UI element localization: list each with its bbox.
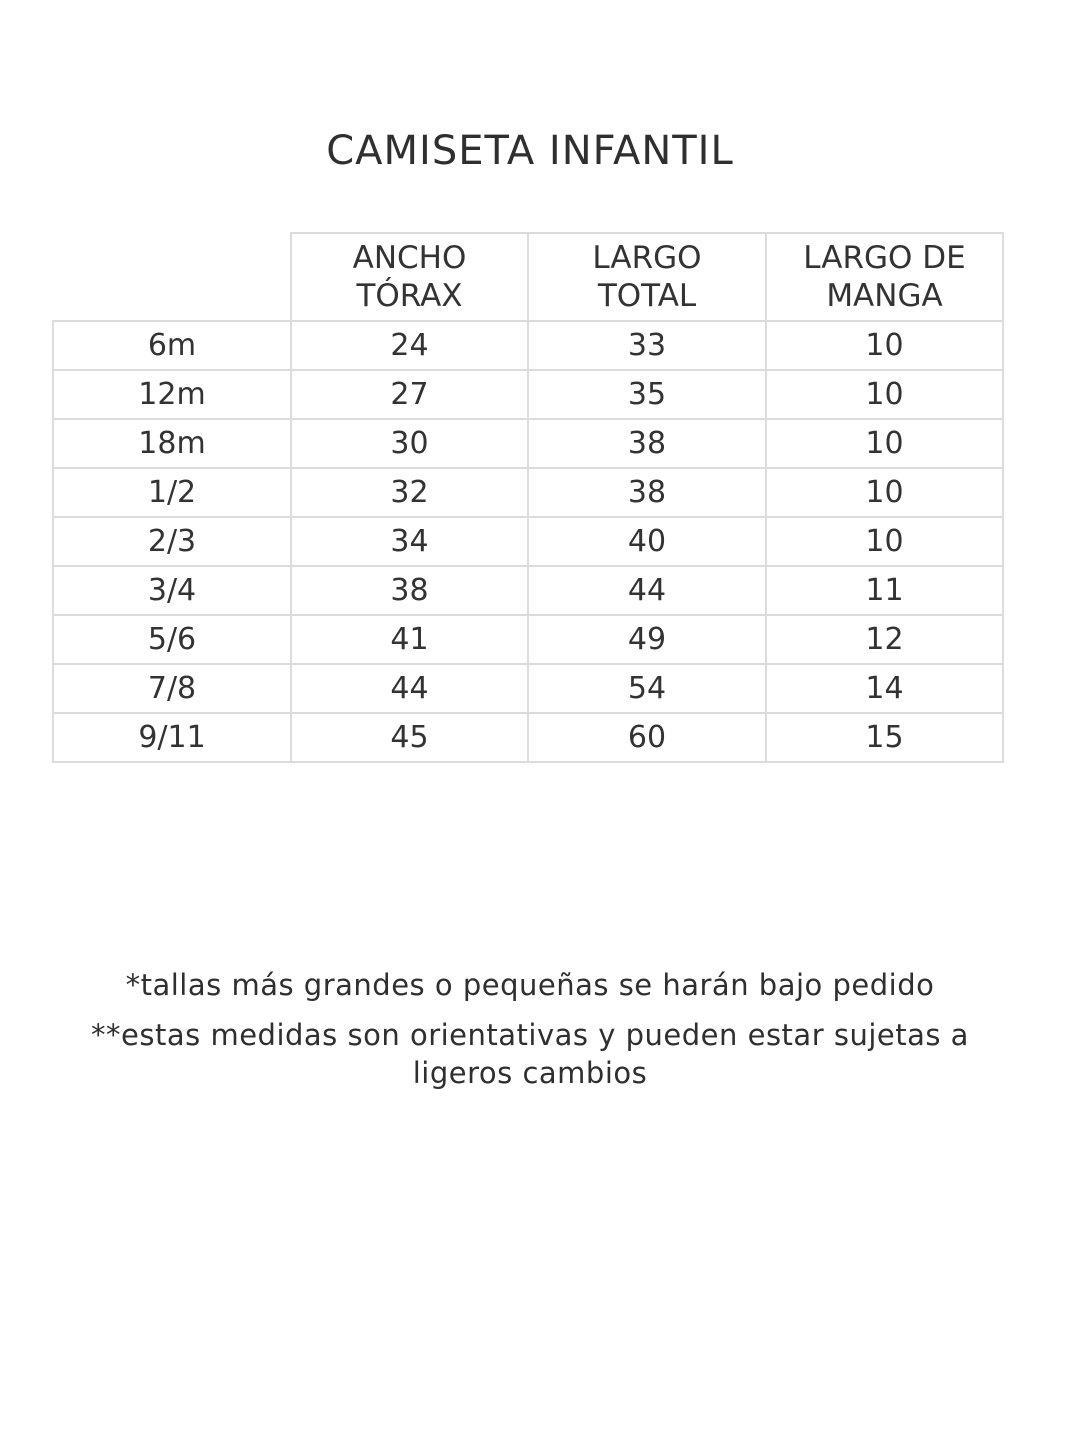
largo-total-cell: 35	[528, 370, 766, 419]
largo-total-cell: 44	[528, 566, 766, 615]
size-cell: 3/4	[53, 566, 291, 615]
table-row	[53, 713, 1003, 762]
column-header-line: LARGO DE	[803, 240, 966, 276]
column-header-largo-manga	[766, 233, 1003, 321]
table-row	[53, 468, 1003, 517]
largo-total-cell: 38	[528, 468, 766, 517]
table-row	[53, 664, 1003, 713]
largo-manga-cell: 11	[766, 566, 1003, 615]
size-cell: 5/6	[53, 615, 291, 664]
column-header-line: ANCHO	[352, 240, 467, 276]
table-row	[53, 615, 1003, 664]
ancho-torax-cell: 24	[291, 321, 528, 370]
ancho-torax-cell: 41	[291, 615, 528, 664]
column-header-ancho-torax	[291, 233, 528, 321]
ancho-torax-cell: 44	[291, 664, 528, 713]
ancho-torax-cell: 30	[291, 419, 528, 468]
column-header-line: TOTAL	[597, 278, 697, 314]
ancho-torax-cell: 27	[291, 370, 528, 419]
table-row	[53, 370, 1003, 419]
largo-manga-cell: 14	[766, 664, 1003, 713]
table-header-row	[53, 233, 1003, 321]
largo-manga-cell: 10	[766, 468, 1003, 517]
largo-total-cell: 60	[528, 713, 766, 762]
largo-total-cell: 54	[528, 664, 766, 713]
size-cell: 18m	[53, 419, 291, 468]
footnote-sizes-on-request: *tallas más grandes o pequeñas se harán bajo pedido	[125, 968, 935, 1002]
largo-manga-cell: 12	[766, 615, 1003, 664]
ancho-torax-cell: 38	[291, 566, 528, 615]
footnotes	[40, 966, 1020, 1104]
size-cell: 6m	[53, 321, 291, 370]
size-cell: 2/3	[53, 517, 291, 566]
size-cell: 7/8	[53, 664, 291, 713]
table-row	[53, 566, 1003, 615]
ancho-torax-cell: 45	[291, 713, 528, 762]
size-table	[52, 232, 1004, 763]
footnote-measurements-disclaimer: **estas medidas son orientativas y pueden estar sujetas a ligeros cambios	[91, 1018, 969, 1090]
table-row	[53, 419, 1003, 468]
header-corner-cell	[53, 233, 291, 321]
page-title: CAMISETA INFANTIL	[326, 128, 734, 174]
largo-total-cell: 40	[528, 517, 766, 566]
largo-manga-cell: 10	[766, 517, 1003, 566]
largo-manga-cell: 10	[766, 321, 1003, 370]
largo-total-cell: 33	[528, 321, 766, 370]
column-header-line: LARGO	[592, 240, 702, 276]
column-header-largo-total	[528, 233, 766, 321]
size-cell: 9/11	[53, 713, 291, 762]
largo-manga-cell: 10	[766, 419, 1003, 468]
largo-manga-cell: 15	[766, 713, 1003, 762]
largo-total-cell: 38	[528, 419, 766, 468]
table-row	[53, 321, 1003, 370]
ancho-torax-cell: 34	[291, 517, 528, 566]
size-cell: 1/2	[53, 468, 291, 517]
table-row	[53, 517, 1003, 566]
column-header-line: TÓRAX	[356, 278, 463, 314]
size-cell: 12m	[53, 370, 291, 419]
largo-manga-cell: 10	[766, 370, 1003, 419]
column-header-line: MANGA	[826, 278, 943, 314]
ancho-torax-cell: 32	[291, 468, 528, 517]
largo-total-cell: 49	[528, 615, 766, 664]
